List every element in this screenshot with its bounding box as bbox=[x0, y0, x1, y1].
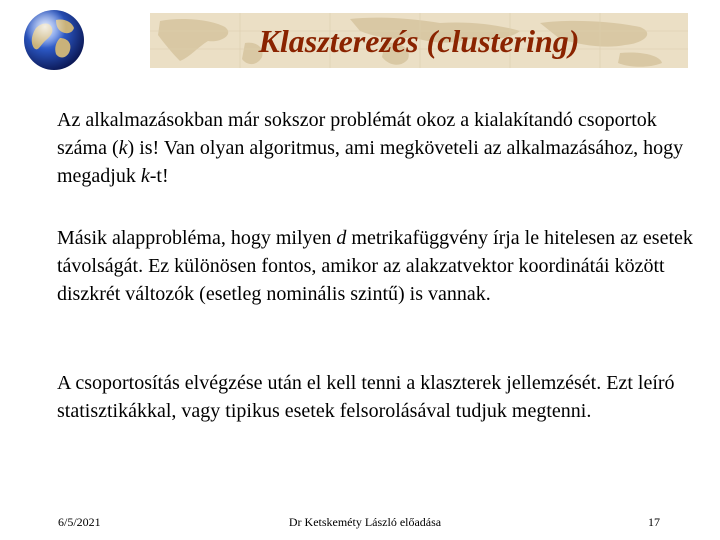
variable-d: d bbox=[336, 227, 347, 249]
text-segment: Az alkalmazásokban már sokszor problémát okoz a kialakítandó csoportok száma ( bbox=[57, 109, 657, 159]
page-number: 17 bbox=[648, 515, 660, 529]
text-segment: ) is! Van olyan algoritmus, ami megköveteli az alkalmazásához, hogy megadjuk bbox=[57, 137, 684, 187]
paragraph-cluster-count bbox=[57, 106, 697, 190]
footer-date: 6/5/2021 bbox=[58, 515, 101, 529]
variable-k: k bbox=[140, 165, 150, 187]
footer-author: Dr Ketskeméty László előadása bbox=[288, 515, 442, 529]
globe-icon bbox=[22, 8, 86, 72]
text-segment: metrikafüggvény írja le hitelesen az esetek távolságát. Ez különösen fontos, amikor az alakzatvektor koordinátái között diszkrét változók (esetleg nominális szintű) is vannak. bbox=[57, 227, 693, 305]
paragraph-metric bbox=[57, 224, 697, 308]
text-segment: A csoportosítás elvégzése után el kell tenni a klaszterek jellemzését. Ezt leíró statisztikákkal, vagy tipikus esetek felsorolásával tudjuk megtenni. bbox=[57, 372, 675, 422]
paragraph-characterization bbox=[57, 369, 697, 425]
text-segment: -t! bbox=[149, 165, 169, 187]
variable-k: k bbox=[118, 137, 128, 159]
slide-title: Klaszterezés (clustering) bbox=[258, 23, 580, 59]
text-segment: Másik alapprobléma, hogy milyen bbox=[57, 227, 337, 249]
